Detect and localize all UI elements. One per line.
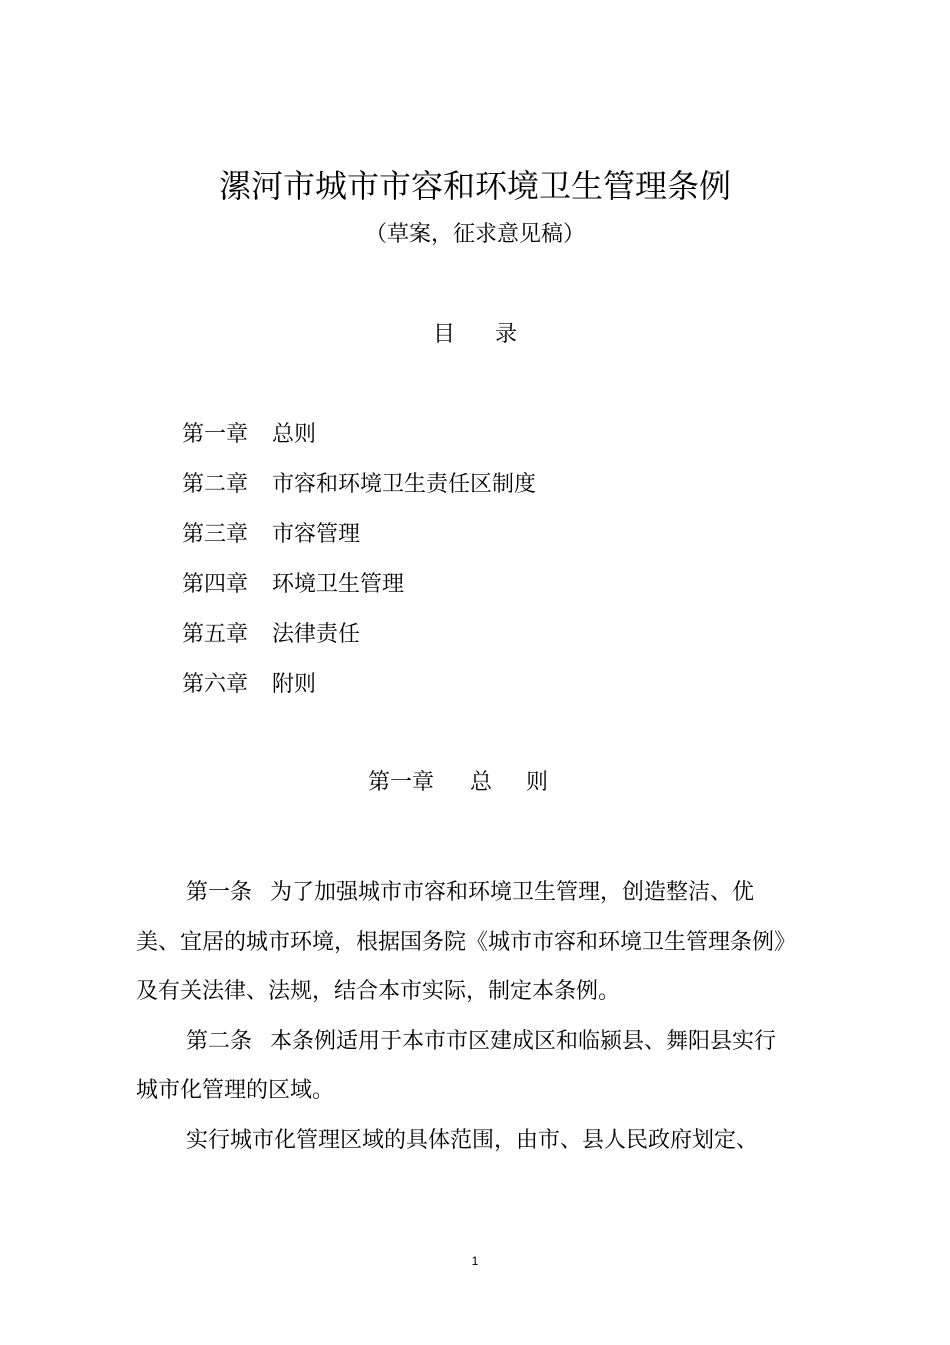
article-number: 第一条	[186, 880, 253, 905]
article-text: 实行城市化管理区域的具体范围，由市、县人民政府划定、	[186, 1127, 759, 1153]
toc-item-name: 总则	[272, 422, 317, 447]
article-paragraph	[136, 1017, 786, 1116]
document-subtitle: （草案，征求意见稿）	[364, 222, 585, 247]
toc-item-number: 第五章	[182, 622, 249, 647]
toc-item	[182, 420, 536, 470]
toc-item	[182, 670, 536, 720]
article-number: 第二条	[186, 1028, 253, 1054]
toc-item-number: 第四章	[182, 572, 249, 597]
toc-item-number: 第六章	[182, 672, 249, 697]
toc-item-number: 第一章	[182, 422, 249, 447]
article-text: 为了加强城市市容和环境卫生管理，创造整洁、优美、宜居的城市环境，根据国务院《城市市容和环境卫生管理条例》及有关法律、法规，结合本市实际，制定本条例。	[136, 880, 786, 1004]
table-of-contents	[182, 420, 536, 720]
chapter-number: 第一章	[367, 770, 434, 795]
toc-item	[182, 570, 536, 620]
toc-item-number: 第三章	[182, 522, 249, 547]
toc-item-name: 市容和环境卫生责任区制度	[272, 472, 537, 497]
toc-heading: 目录	[432, 322, 557, 347]
toc-item	[182, 470, 536, 520]
toc-item-name: 环境卫生管理	[272, 572, 405, 597]
toc-item-number: 第二章	[182, 472, 249, 497]
article-paragraph	[136, 868, 786, 1017]
page-number: 1	[471, 1254, 479, 1268]
toc-item-name: 附则	[272, 672, 317, 697]
document-title: 漯河市城市市容和环境卫生管理条例	[218, 167, 731, 205]
chapter-name: 总则	[470, 770, 583, 795]
chapter-heading	[0, 768, 950, 798]
chapter-body	[136, 868, 786, 1165]
toc-item-name: 法律责任	[272, 622, 361, 647]
toc-item	[182, 620, 536, 670]
toc-item	[182, 520, 536, 570]
article-paragraph	[136, 1116, 786, 1166]
toc-item-name: 市容管理	[272, 522, 361, 547]
article-text: 本条例适用于本市市区建成区和临颍县、舞阳县实行城市化管理的区域。	[136, 1028, 777, 1103]
